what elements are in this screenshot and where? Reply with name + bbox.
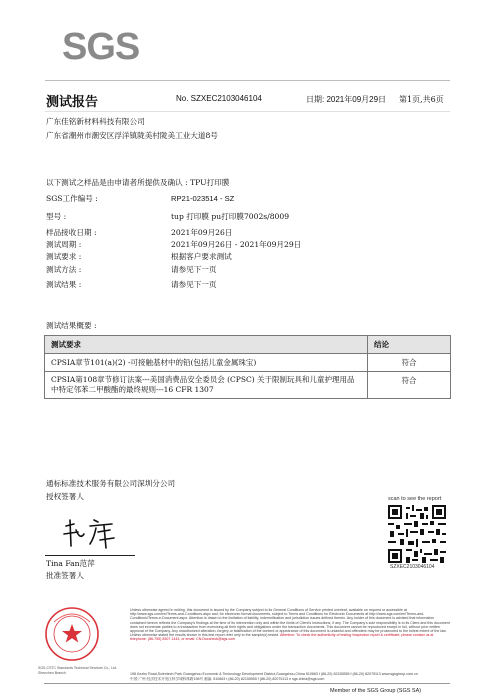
field-value: 请参见下一页: [171, 265, 217, 274]
row-result: 符合: [368, 354, 451, 372]
authorized-signatory-label: 授权签署人: [46, 492, 84, 501]
report-date: 日期: 2021年09月29日: [306, 95, 387, 104]
sgs-logo: [62, 25, 142, 69]
qr-report-number: SZXEC2103046104: [390, 564, 435, 570]
footer-divider: [44, 683, 450, 684]
address-en: 198 Kezhu Road,Scientech Park Guangzhou Economic & Technology Development District,Guangzhou,China 510663 t (86-20) 82155555 f (86-20) 82075113 www.sgsgroup.com.cn: [130, 672, 418, 676]
signature-line: [45, 555, 135, 556]
logo-text: SGS: [62, 26, 140, 68]
sample-intro: 以下测试之样品是由申请者所提供及确认 : TPU打印膜: [46, 178, 230, 187]
field-key: 测试要求 :: [46, 252, 82, 261]
signer-role: 批准签署人: [46, 571, 84, 580]
table-row: [45, 372, 451, 399]
qr-code-icon[interactable]: [388, 505, 446, 563]
field-value: 请参见下一页: [171, 280, 217, 289]
report-title: 测试报告: [46, 95, 99, 110]
header-divider-bottom: [45, 111, 450, 112]
attention-text: Attention: To check the authenticity of testing /inspection report & certificate, please contact us at telephone: (86-755) 8307 1443, or email: CN.Doccheck@sgs.com: [130, 633, 434, 642]
applicant-address: 广东省潮州市潮安区浮洋镇陇美村陇美工业大道8号: [46, 131, 218, 140]
header-conclusion: 结论: [368, 336, 451, 354]
page-indicator: 第1页,共6页: [399, 95, 444, 104]
field-key: 测试方法 :: [46, 265, 82, 274]
disclaimer-text: Unless otherwise agreed in writing, this document is issued by the Company subject to its General Conditions of Service printed overleaf, available on request or accessible at http://www.sgs.com/en/Terms-and-Conditions.aspx and, for electronic format documents, subject to Terms and Conditions for Electronic Documents at http://www.sgs.com/en/Terms-and-Conditions/Terms-e-Document.aspx. Attention is drawn to the limitation of liability, indemnification and jurisdiction issues defined therein. Any holder of this document is advised that information contained hereon reflects the Company's findings at the time of its intervention only and within the limits of Client's instructions, if any. The Company's sole responsibility is to its Client and this document does not exonerate parties to a transaction from exercising all their rights and obligations under the transaction documents. This document cannot be reproduced except in full, without prior written approval of the Company. Any unauthorized alteration, forgery or falsification of the content or appearance of this document is unlawful and offenders may be prosecuted to the fullest extent of the law. Unless otherwise stated the results shown in this test report refer only to the sample(s) tested.: [130, 608, 450, 638]
field-key: 型号 :: [46, 212, 67, 221]
company-seal-stamp: [44, 606, 100, 662]
summary-label: 测试结果概要 :: [46, 321, 97, 330]
applicant-name: 广东佳铭新材料科技有限公司: [46, 117, 145, 126]
member-text: Member of the SGS Group (SGS SA): [330, 688, 422, 694]
handwritten-signature: [60, 512, 130, 552]
field-key: 测试结果 :: [46, 280, 82, 289]
field-key: 测试周期 :: [46, 240, 82, 249]
field-value: tup 打印膜 pu打印膜7002s/8009: [171, 212, 290, 221]
table-header-row: [45, 336, 451, 354]
address-cn: 中国·广州·经济技术开发区科学城科珠路198号 邮编: 510663 t (86-20) 82155555 f (86-20) 82075113 e sgs.china@sgs.com: [130, 677, 325, 681]
results-table: [44, 335, 451, 399]
legal-disclaimer: [130, 608, 450, 642]
signer-name: Tina Fan范萍: [46, 559, 95, 568]
address-strip: [130, 672, 450, 682]
header-divider-top: [45, 80, 450, 81]
row-result: 符合: [368, 372, 451, 399]
field-value: 根据客户要求测试: [171, 252, 232, 261]
header-requirement: 测试要求: [45, 336, 368, 354]
table-row: [45, 354, 451, 372]
row-requirement: CPSIA第108章节修订法案---美国消费品安全委员会 (CPSC) 关于限制玩具和儿童护理用品中特定邻苯二甲酸酯的最终规则---16 CFR 1307: [45, 372, 368, 399]
field-key: SGS工作编号 :: [46, 194, 98, 203]
report-number: No. SZXEC2103046104: [176, 94, 262, 103]
qr-label: scan to see the report: [388, 496, 442, 502]
agency-name: 通标标准技术服务有限公司深圳分公司: [46, 479, 176, 488]
field-key: 样品接收日期 :: [46, 228, 97, 237]
stamp-caption: SGS-CSTC Standards Technical Services Co., Ltd. Shenzhen Branch: [38, 666, 118, 675]
field-value: 2021年09月26日: [171, 228, 233, 237]
field-value: 2021年09月26日 - 2021年09月29日: [171, 240, 302, 249]
row-requirement: CPSIA章节101(a)(2) -可接触基材中的铅(包括儿童金属珠宝): [45, 354, 368, 372]
field-value: RP21-023514 - SZ: [171, 194, 235, 203]
